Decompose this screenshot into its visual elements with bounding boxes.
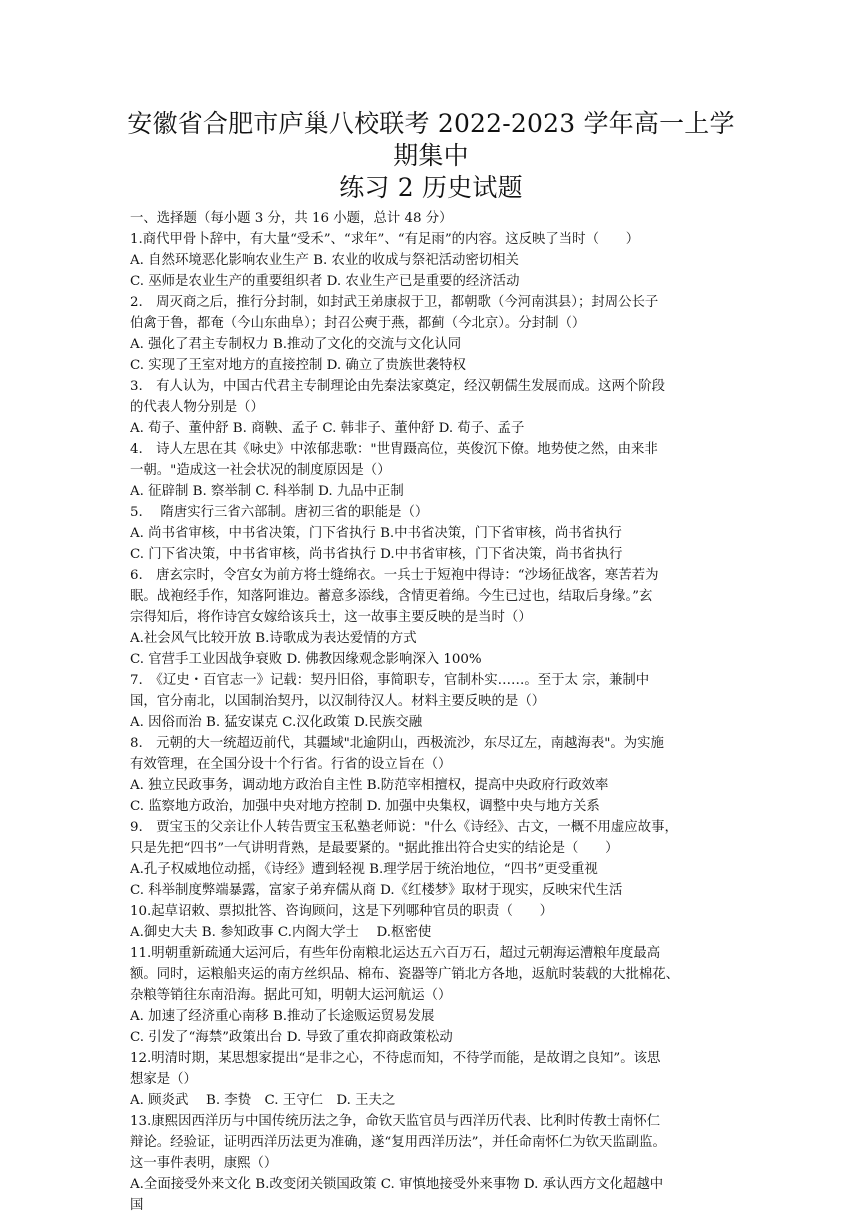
text-line: C. 官营手工业因战争衰败 D. 佛教因缘观念影响深入 100% [130,652,482,667]
text-line: A.全面接受外来文化 B.改变闭关锁国政策 C. 审慎地接受外来事物 D. 承认西方文化超越中 [130,1177,664,1192]
question-list [130,229,732,1216]
text-line: 辩论。经验证，证明西洋历法更为准确，遂“复用西洋历法”，并任命南怀仁为钦天监副监。 [130,1135,666,1150]
text-line: A. 因俗而治 B. 猛安谋克 C.汉化政策 D.民族交融 [130,715,423,730]
text-line: 10.起草诏敕、票拟批答、咨询顾问，这是下列哪种官员的职责（ ） [130,904,554,919]
text-line: A. 强化了君主专制权力 B.推动了文化的交流与文化认同 [130,337,462,352]
text-line: C. 引发了“海禁”政策出台 D. 导致了重农抑商政策松动 [130,1030,453,1045]
text-line: 3. 有人认为，中国古代君主专制理论由先秦法家奠定，经汉朝儒生发展而成。这两个阶段 [130,379,666,394]
title-line-1: 安徽省合肥市庐巢八校联考 2022-2023 学年高一上学期集中 [127,109,735,170]
text-line: 杂粮等销往东南沿海。据此可知，明朝大运河航运（） [130,988,452,1003]
text-line: 国 [130,1198,144,1213]
text-line: C. 门下省决策，中书省审核，尚书省执行 D.中书省审核，门下省决策，尚书省执行 [130,547,623,562]
text-line: A. 独立民政事务，调动地方政治自主性 B.防范宰相擅权，提高中央政府行政效率 [130,778,609,793]
text-line: A. 自然环境恶化影响农业生产 B. 农业的收成与祭祀活动密切相关 [130,253,519,268]
text-line: 1.商代甲骨卜辞中，有大量“受禾”、“求年”、“有足雨”的内容。这反映了当时（ ） [130,232,640,247]
text-line: A. 征辟制 B. 察举制 C. 科举制 D. 九品中正制 [130,484,404,499]
text-line: 9. 贾宝玉的父亲让仆人转告贾宝玉私塾老师说："什么《诗经》、古文，一概不用虚应故事， [130,820,678,835]
text-line: 这一事件表明，康熙（） [130,1156,278,1171]
text-line: A. 加速了经济重心南移 B.推动了长途贩运贸易发展 [130,1009,435,1024]
text-line: 想家是（） [130,1072,197,1087]
section-heading: 一、选择题（每小题 3 分，共 16 小题，总计 48 分） [130,211,453,226]
text-line: C. 监察地方政治，加强中央对地方控制 D. 加强中央集权，调整中央与地方关系 [130,799,600,814]
text-line: 13.康熙因西洋历与中国传统历法之争，命钦天监官员与西洋历代表、比利时传教士南怀仁 [130,1114,661,1129]
text-line: 宗得知后，将作诗宫女嫁给该兵士，这一故事主要反映的是当时（） [130,610,532,625]
text-line: 2. 周灭商之后，推行分封制，如封武王弟康叔于卫，都朝歌（今河南淇县）；封周公长子 [130,295,659,310]
text-line: 4. 诗人左思在其《咏史》中浓郁悲歌："世胄蹑高位，英俊沉下僚。地势使之然，由来非 [130,442,658,457]
text-line: 的代表人物分别是（） [130,400,264,415]
text-line: 额。同时，运粮船夹运的南方丝织品、棉布、瓷器等广销北方各地，返航时装载的大批棉花、 [130,967,680,982]
text-line: 5. 隋唐实行三省六部制。唐初三省的职能是（） [130,505,429,520]
text-line: A.御史大夫 B. 参知政事 C.内阁大学士 D.枢密使 [130,925,432,940]
text-line: 11.明朝重新疏通大运河后，有些年份南粮北运达五六百万石，超过元朝海运漕粮年度最高 [130,946,661,961]
text-line: 眠。战袍经手作，知落阿谁边。蓄意多添线，含情更着绵。今生已过也，结取后身缘。”玄 [130,589,653,604]
text-line: 有效管理，在全国分设十个行省。行省的设立旨在（） [130,757,452,772]
text-line: A.社会风气比较开放 B.诗歌成为表达爱情的方式 [130,631,417,646]
text-line: 只是先把“四书”一气讲明背熟，是最要紧的。"据此推出符合史实的结论是（ ） [130,841,619,856]
text-line: A. 顾炎武 B. 李贽 C. 王守仁 D. 王夫之 [130,1093,396,1108]
document-title [124,108,738,204]
title-line-2: 练习 2 历史试题 [339,173,523,202]
text-line: 6. 唐玄宗时，令宫女为前方将士缝绵衣。一兵士于短袍中得诗：“沙场征战客，寒苦若为 [130,568,659,583]
text-line: 一朝。"造成这一社会状况的制度原因是（） [130,463,391,478]
text-line: C. 实现了王室对地方的直接控制 D. 确立了贵族世袭特权 [130,358,466,373]
text-line: 7. 《辽史・百官志一》记载：契丹旧俗，事简职专，官制朴实……。至于太 宗，兼制中 [130,673,650,688]
text-line: 伯禽于鲁，都奄（今山东曲阜）；封召公奭于燕，都蓟（今北京）。分封制（） [130,316,586,331]
text-line: C. 科举制度弊端暴露，富家子弟弃儒从商 D.《红楼梦》取材于现实，反映宋代生活 [130,883,623,898]
text-line: 8. 元朝的大一统超迈前代，其疆域"北逾阴山，西极流沙，东尽辽左，南越海表"。为实施 [130,736,664,751]
text-line: A.孔子权威地位动摇，《诗经》遭到轻视 B.理学居于统治地位，“四书”更受重视 [130,862,598,877]
text-line: 国，官分南北，以国制治契丹，以汉制待汉人。材料主要反映的是（） [130,694,546,709]
text-line: C. 巫师是农业生产的重要组织者 D. 农业生产已是重要的经济活动 [130,274,520,289]
text-line: A. 尚书省审核，中书省决策，门下省执行 B.中书省决策，门下省审核，尚书省执行 [130,526,622,541]
text-line: 12.明清时期，某思想家提出“是非之心，不待虑而知，不待学而能，是故谓之良知”。该思 [130,1051,661,1066]
text-line: A. 荀子、董仲舒 B. 商鞅、孟子 C. 韩非子、董仲舒 D. 荀子、孟子 [130,421,525,436]
